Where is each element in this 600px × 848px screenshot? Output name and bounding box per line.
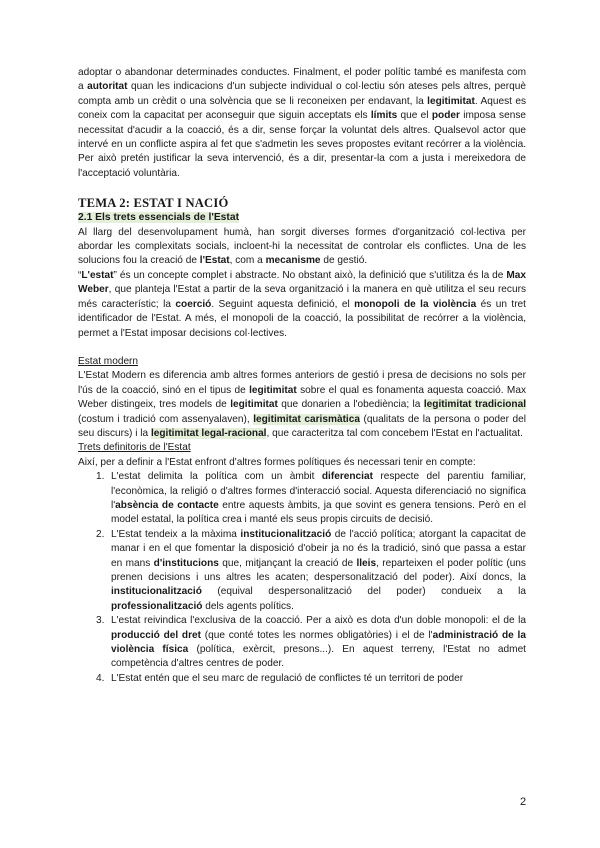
bold-term: legitimitat — [230, 399, 278, 411]
text-run: L'Estat Modern es diferencia amb altres formes anteriors de gestió i presa de decisions no sols per l'ús de la coacció, sinó en el tipus de — [78, 370, 526, 396]
bold-term: legitimitat — [249, 384, 297, 396]
text-run: , reparteixen el poder polític (uns prenen decisions i uns altres les acaten; despersonalització del poder). Així doncs, la — [111, 557, 526, 583]
text-run: (que conté totes les normes obligatòries) i el de l' — [201, 629, 433, 641]
bold-term: legitimitat — [427, 95, 475, 107]
bold-term: autoritat — [87, 81, 128, 93]
text-run: sobre el qual es fonamenta aquesta coacció. Max Weber distingeix, tres models de — [78, 384, 526, 411]
trets-list — [78, 470, 526, 686]
bold-term: lleis — [356, 557, 377, 569]
section-2-1-title — [78, 211, 526, 225]
intro-paragraph — [78, 66, 526, 181]
bold-term: L'estat — [81, 269, 114, 281]
text-run: . Aquest es coneix com la capacitat per aconseguir que siguin acceptats els — [78, 95, 526, 122]
bold-term: mecanisme — [265, 255, 321, 267]
bold-term: producció del dret — [111, 629, 201, 641]
estat-modern-heading: Estat modern — [78, 355, 139, 367]
text-run: . Seguint aquesta definició, el — [211, 298, 355, 310]
paragraph-2-1-a — [78, 226, 526, 269]
text-run: respecte del parentiu familiar, l'econòmica, la religió o d'altres formes d'interacció social. Aquesta diferenciació no significa l' — [111, 471, 527, 511]
paragraph-2-1-b — [78, 269, 526, 341]
text-run: (qualitats de la persona o poder del seu discurs) i la — [78, 413, 526, 439]
bold-term: monopoli de la violència — [354, 298, 477, 310]
tema-title: TEMA 2: ESTAT I NACIÓ — [78, 196, 229, 211]
bold-term: límits — [370, 110, 398, 122]
text-run: imposa sense necessitat d'acudir a la coacció, és a dir, sense forçar la voluntat dels altres. Qualsevol actor que intervé en un conflicte aspira al fet que s'admetin les seves propostes evitant recórrer a la violència. Per això pretén justificar la seva intervenció, és a dir, presentar-la com a justa i mereixedora de l'acceptació voluntària. — [78, 110, 526, 179]
text-run: , que planteja l'Estat a partir de la seva organització i la manera en què utilitza el seu recurs més característic; la — [78, 284, 526, 310]
list-item — [78, 672, 526, 686]
text-run: ” és un concepte complet i abstracte. No obstant això, la definició que s'utilitza és la de — [113, 269, 507, 281]
bold-term: poder — [431, 110, 460, 122]
bold-term: legitimitat carismàtica — [253, 413, 360, 425]
text-run: quan les indicacions d'un subjecte individual o col·lectiu són ateses pels altres, perquè compta amb un crèdit o una solvència que se li reconeixen per endavant, la — [78, 81, 526, 107]
text-run: és un tret identificador de l'Estat. A més, el monopoli de la coacció, la possibilitat de recórrer a la violència, permet a l'Estat imposar decisions col·lectives. — [78, 298, 526, 339]
text-run: adoptar o abandonar determinades conductes. Finalment, el poder polític també es manifesta com a — [78, 67, 526, 93]
text-run: dels agents polítics. — [202, 600, 294, 612]
text-run: entre aquests àmbits, ja que sovint es genera tensions. Però en el model estatal, la política crea i manté els seus propis circuits de decisió. — [111, 499, 526, 526]
text-run: que, mitjançant la creació de — [218, 557, 357, 569]
text-run: Al llarg del desenvolupament humà, han sorgit diverses formes d'organització col·lectiva per abordar les complexitats socials, incloent-hi la necessitat de controlar els conflictes. Una de les solucions fou la creació de — [78, 226, 526, 267]
list-item-number: 1. — [96, 471, 105, 483]
text-run: de gestió. — [320, 255, 368, 267]
bold-term: d'institucions — [153, 557, 219, 569]
document-page — [78, 66, 526, 686]
text-run: que el — [397, 110, 432, 122]
text-run: (costum i tradició com assenyalaven), — [78, 413, 254, 425]
list-item — [78, 470, 526, 528]
bold-term: professionalització — [111, 600, 203, 612]
trets-intro: Així, per a definir a l'Estat enfront d'altres formes polítiques és necessari tenir en compte: — [78, 456, 476, 468]
bold-term: coerció — [175, 298, 212, 310]
text-run: L'Estat tendeix a la màxima — [111, 528, 241, 540]
bold-term: diferenciat — [321, 471, 373, 483]
list-item-number: 3. — [96, 615, 105, 627]
text-run: L'Estat entén que el seu marc de regulació de conflictes té un territori de poder — [111, 672, 464, 684]
paragraph-estat-modern — [78, 369, 526, 441]
bold-term: institucionalització — [111, 586, 202, 598]
text-run: de l'acció política; atorgant la capacitat de manar i en el que fomentar la disposició d'obeir ja no és la tradició, sinó que passa a estar en mans — [111, 528, 526, 569]
bold-term: administració de la violència física — [111, 629, 526, 656]
list-item-number: 4. — [96, 672, 105, 684]
bold-term: legitimitat tradicional — [423, 399, 527, 411]
bold-term: institucionalització — [240, 528, 332, 540]
list-item-number: 2. — [96, 528, 105, 540]
text-run: “ — [78, 269, 82, 281]
bold-term: absència de contacte — [115, 499, 219, 511]
text-run: (equival despersonalització del poder) condueix a la — [201, 586, 526, 598]
text-run: L'estat reivindica l'exclusiva de la coacció. Per a això es dota d'un doble monopoli: el de la — [111, 615, 526, 627]
page-number: 2 — [520, 796, 527, 808]
bold-term: legitimitat legal-racional — [150, 427, 267, 439]
spacer — [78, 341, 526, 355]
section-2-1-title-text: 2.1 Els trets essencials de l'Estat — [78, 212, 239, 224]
text-run: (política, exèrcit, presons...). En aquest terreny, l'Estat no admet competència d'altres centres de poder. — [111, 644, 526, 670]
bold-term: Max Weber — [78, 269, 526, 296]
text-run: que donarien a l'obediència; la — [277, 399, 424, 411]
list-item — [78, 614, 526, 672]
text-run: , que caracteritza tal com concebem l'Estat en l'actualitat. — [266, 427, 523, 439]
list-item — [78, 528, 526, 614]
trets-heading: Trets definitoris de l'Estat — [78, 442, 191, 454]
bold-term: l'Estat — [199, 255, 230, 267]
text-run: L'estat delimita la política com un àmbit — [111, 471, 322, 483]
text-run: , com a — [229, 255, 266, 267]
